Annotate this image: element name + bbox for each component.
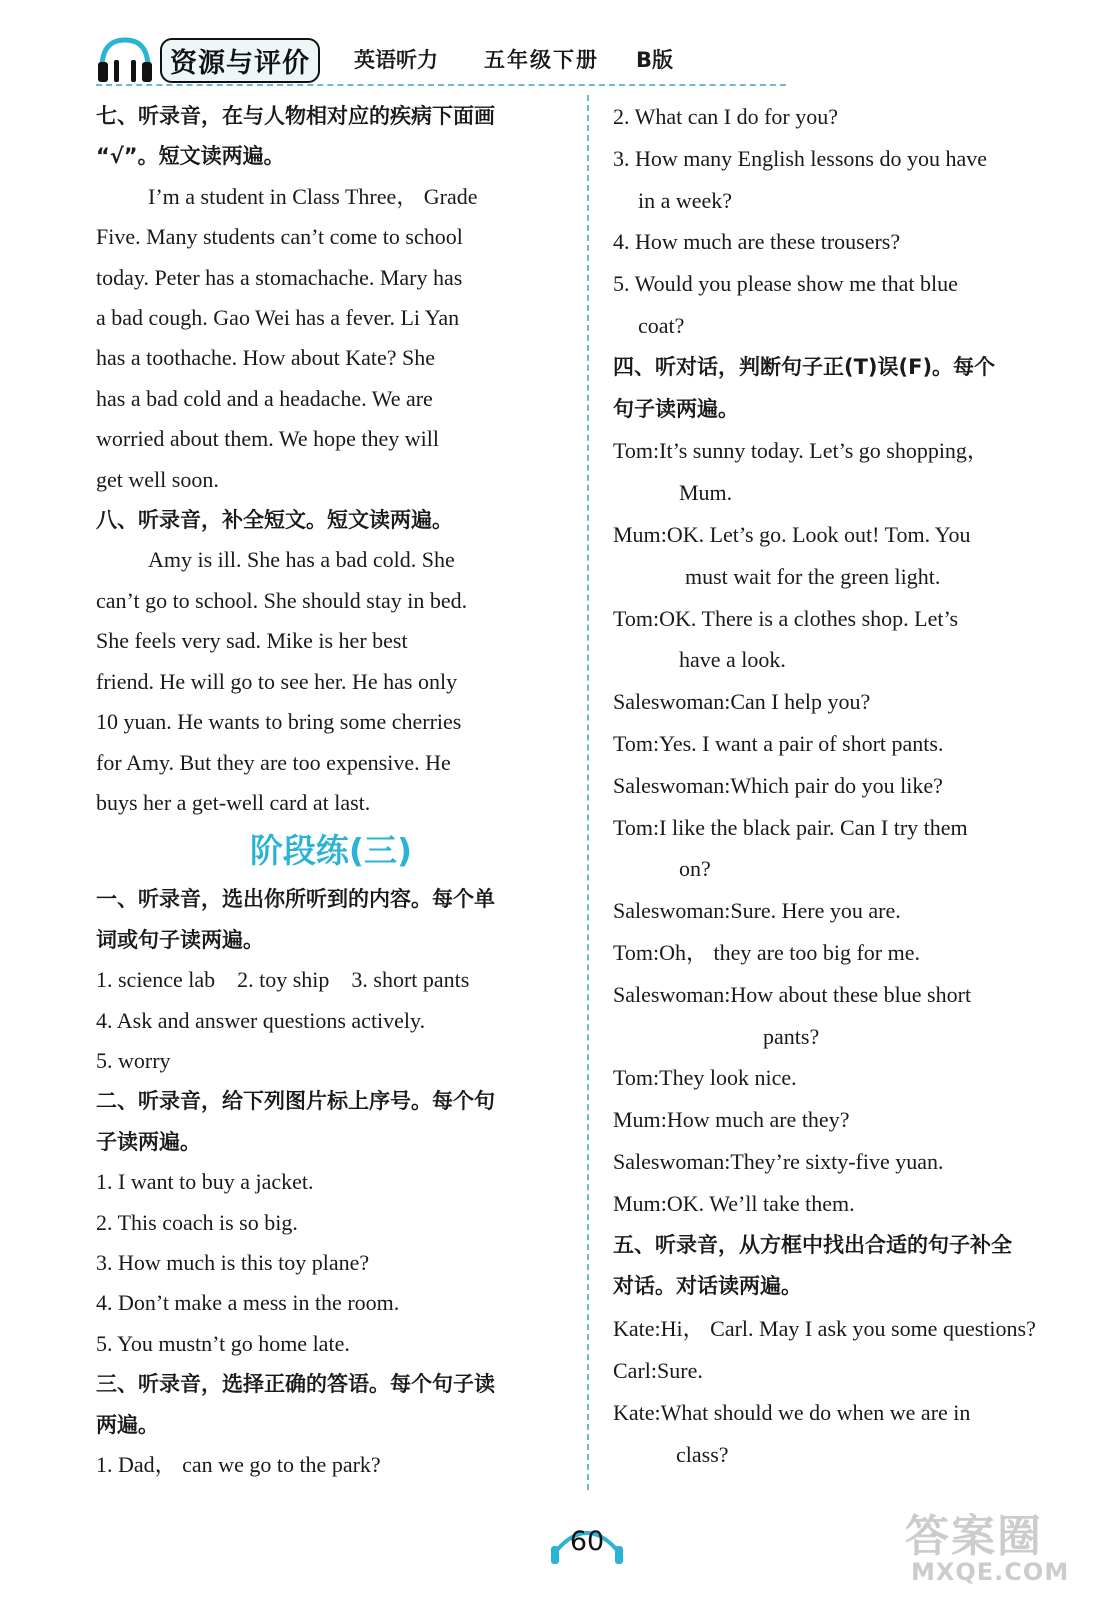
section-heading: 七、听录音，在与人物相对应的疾病下面画 — [96, 104, 495, 128]
word-item: 2. toy ship — [237, 967, 330, 993]
question-item: 2. This coach is so big. — [96, 1209, 298, 1235]
edition-label: B版 — [636, 48, 674, 72]
stage-title: 阶段练(三) — [249, 831, 413, 871]
dialogue-line: Tom:They look nice. — [613, 1065, 797, 1091]
passage-line: buys her a get-well card at last. — [96, 789, 371, 815]
section-heading: 句子读两遍。 — [613, 396, 739, 421]
right-column — [613, 96, 1083, 1475]
dialogue-line: Kate:What should we do when we are in — [613, 1399, 971, 1425]
dialogue-line: Carl:Sure. — [613, 1357, 703, 1383]
passage-line: a bad cough. Gao Wei has a fever. Li Yan — [96, 305, 460, 331]
passage-line: 10 yuan. He wants to bring some cherries — [96, 709, 462, 735]
passage-line: has a toothache. How about Kate? She — [96, 345, 436, 371]
passage-line: friend. He will go to see her. He has only — [96, 668, 458, 694]
dialogue-line-cont: class? — [676, 1441, 729, 1467]
question-item: 2. What can I do for you? — [613, 104, 839, 129]
page-header — [96, 32, 796, 88]
section-heading: 二、听录音，给下列图片标上序号。每个句 — [96, 1089, 495, 1114]
passage-line: worried about them. We hope they will — [96, 426, 440, 452]
dialogue-line: Tom:I like the black pair. Can I try them — [613, 814, 968, 840]
passage-line: Amy is ill. She has a bad cold. She — [148, 547, 455, 573]
question-item: 3. How many English lessons do you have — [613, 145, 987, 171]
dialogue-line: Tom:Oh， they are too big for me. — [613, 939, 921, 965]
dialogue-line: Saleswoman:Can I help you? — [613, 689, 871, 715]
section-heading: 词或句子读两遍。 — [96, 927, 264, 952]
passage-line: get well soon. — [96, 466, 219, 492]
header-divider — [96, 84, 786, 86]
question-item: 1. I want to buy a jacket. — [96, 1169, 314, 1195]
word-item: 1. science lab — [96, 967, 216, 993]
passage-line: Five. Many students can’t come to school — [96, 224, 463, 250]
passage-line: can’t go to school. She should stay in bed. — [96, 587, 468, 613]
dialogue-line: Tom:Yes. I want a pair of short pants. — [613, 730, 944, 756]
dialogue-line: Mum:OK. We’ll take them. — [613, 1190, 855, 1216]
watermark-text: 答案圈 — [905, 1511, 1043, 1562]
section-heading: 对话。对话读两遍。 — [613, 1274, 802, 1299]
column-divider — [587, 95, 589, 1490]
question-item-cont: coat? — [638, 312, 685, 338]
dialogue-line: Mum:OK. Let’s go. Look out! Tom. You — [613, 521, 971, 547]
dialogue-line: Tom:OK. There is a clothes shop. Let’s — [613, 605, 959, 631]
dialogue-line-cont: must wait for the green light. — [685, 563, 941, 589]
page-number — [547, 1520, 627, 1570]
watermark-url: MXQE.COM — [911, 1558, 1070, 1586]
word-item: 3. short pants — [351, 967, 470, 993]
section-heading: 子读两遍。 — [96, 1129, 201, 1154]
dialogue-line: Mum:How much are they? — [613, 1107, 850, 1133]
dialogue-line: Tom:It’s sunny today. Let’s go shopping， — [613, 438, 989, 464]
dialogue-line-cont: on? — [679, 856, 711, 882]
question-item: 4. How much are these trousers? — [613, 229, 901, 255]
dialogue-line: Saleswoman:Which pair do you like? — [613, 772, 943, 798]
headphones-icon — [96, 34, 154, 84]
dialogue-line-cont: have a look. — [679, 647, 786, 673]
passage-line: She feels very sad. Mike is her best — [96, 628, 408, 654]
dialogue-line: Saleswoman:They’re sixty-five yuan. — [613, 1148, 944, 1174]
brand-logo: 资源与评价 — [160, 38, 320, 83]
section-heading: 三、听录音，选择正确的答语。每个句子读 — [96, 1372, 495, 1397]
passage-line: today. Peter has a stomachache. Mary has — [96, 264, 463, 290]
dialogue-line: Saleswoman:Sure. Here you are. — [613, 898, 901, 924]
question-item: 4. Don’t make a mess in the room. — [96, 1290, 400, 1316]
watermark — [905, 1500, 1095, 1595]
passage-line: I’m a student in Class Three， Grade — [148, 183, 478, 209]
section-heading: 五、听录音，从方框中找出合适的句子补全 — [613, 1232, 1012, 1257]
question-item: 1. Dad， can we go to the park? — [96, 1452, 381, 1477]
question-item: 3. How much is this toy plane? — [96, 1249, 370, 1275]
page-number-text: 60 — [569, 1526, 605, 1557]
section-heading: 两遍。 — [96, 1412, 159, 1437]
question-item-cont: in a week? — [638, 187, 733, 213]
question-item: 5. You mustn’t go home late. — [96, 1330, 350, 1356]
question-item — [96, 960, 566, 1000]
question-item: 5. Would you please show me that blue — [613, 271, 958, 297]
question-item: 4. Ask and answer questions actively. — [96, 1007, 426, 1033]
passage-line: has a bad cold and a headache. We are — [96, 385, 433, 411]
dialogue-line-cont: Mum. — [679, 480, 733, 506]
section-heading: “√”。短文读两遍。 — [96, 144, 285, 169]
section-heading: 八、听录音，补全短文。短文读两遍。 — [96, 508, 453, 533]
question-item: 5. worry — [96, 1047, 171, 1073]
section-heading: 四、听对话，判断句子正(T)误(F)。每个 — [613, 354, 996, 379]
dialogue-line: Kate:Hi， Carl. May I ask you some questions? — [613, 1316, 1036, 1342]
section-heading: 一、听录音，选出你所听到的内容。每个单 — [96, 887, 495, 912]
subject-label: 英语听力 — [354, 48, 438, 72]
passage-line: for Amy. But they are too expensive. He — [96, 749, 451, 775]
grade-label: 五年级下册 — [484, 48, 599, 72]
left-column — [96, 96, 566, 1485]
dialogue-line-cont: pants? — [763, 1023, 820, 1049]
dialogue-line: Saleswoman:How about these blue short — [613, 981, 972, 1007]
